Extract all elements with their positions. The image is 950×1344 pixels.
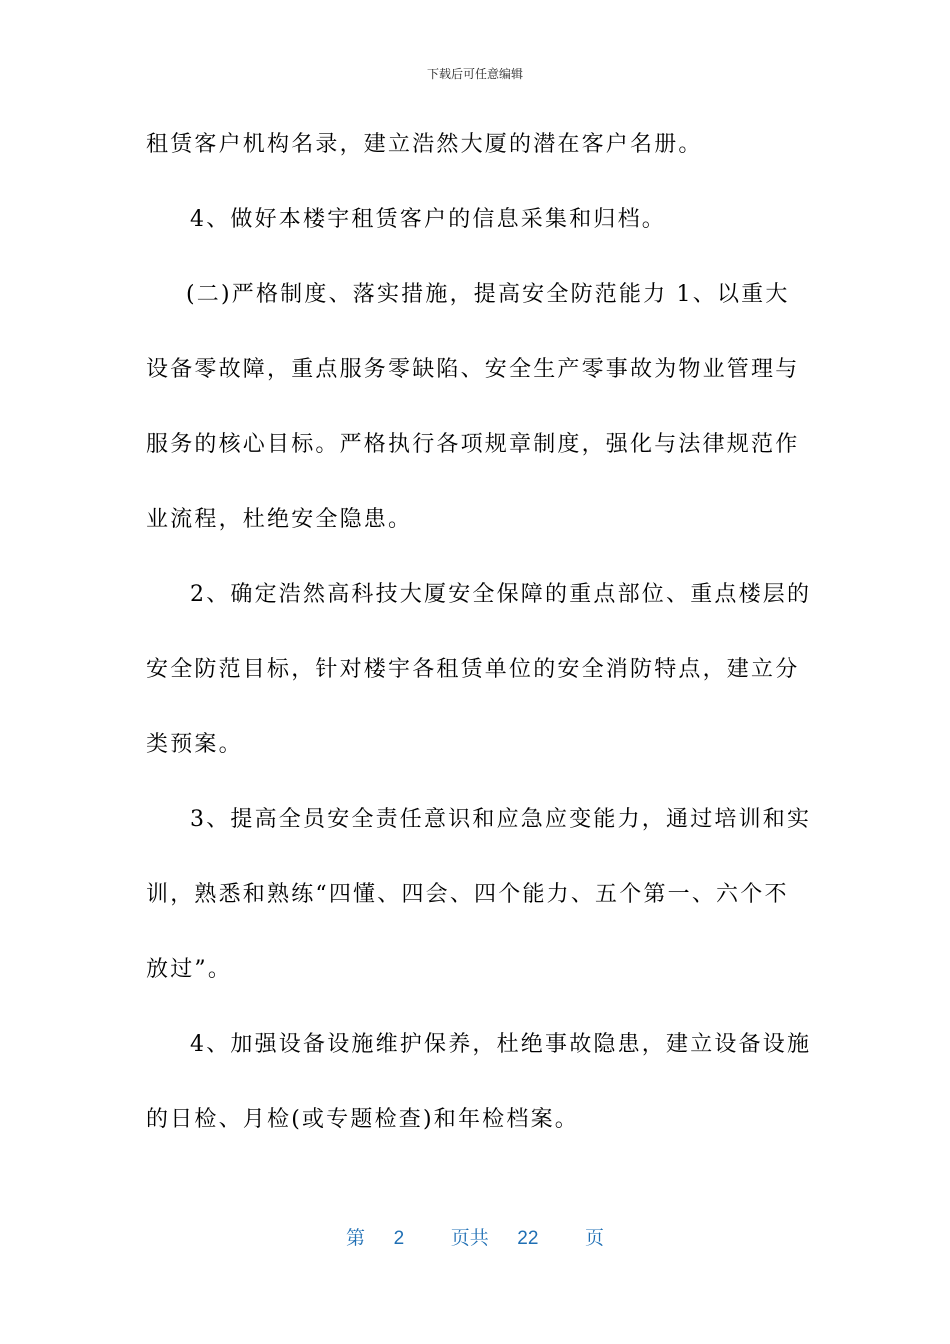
body-line: 租赁客户机构名录，建立浩然大厦的潜在客户名册。 <box>146 132 703 157</box>
body-line: 设备零故障，重点服务零缺陷、安全生产零事故为物业管理与 <box>146 357 800 382</box>
footer-prefix: 第 <box>345 1228 365 1249</box>
body-line: 放过”。 <box>146 957 233 982</box>
body-line: 训，熟悉和熟练“四懂、四会、四个能力、五个第一、六个不 <box>146 882 789 907</box>
body-line: 4、加强设备设施维护保养，杜绝事故隐患，建立设备设施 <box>190 1032 812 1057</box>
page-header: 下载后可任意编辑 <box>426 67 523 81</box>
body-line: 3、提高全员安全责任意识和应急应变能力，通过培训和实 <box>190 807 812 832</box>
body-line: 类预案。 <box>146 732 243 757</box>
footer-page-number: 2 <box>393 1228 405 1249</box>
footer-middle: 页共 <box>450 1228 489 1249</box>
body-line: 2、确定浩然高科技大厦安全保障的重点部位、重点楼层的 <box>190 582 812 607</box>
body-line: 4、做好本楼宇租赁客户的信息采集和归档。 <box>190 207 666 232</box>
footer-total-pages: 22 <box>517 1228 539 1249</box>
page-footer <box>0 1226 950 1252</box>
body-line: 业流程，杜绝安全隐患。 <box>146 507 413 532</box>
body-line: 安全防范目标，针对楼宇各租赁单位的安全消防特点，建立分 <box>146 657 800 682</box>
body-line: (二)严格制度、落实措施，提高安全防范能力 1、以重大 <box>186 282 790 307</box>
body-line: 的日检、月检(或专题检查)和年检档案。 <box>146 1107 579 1132</box>
body-line: 服务的核心目标。严格执行各项规章制度，强化与法律规范作 <box>146 432 800 457</box>
footer-suffix: 页 <box>584 1228 604 1249</box>
